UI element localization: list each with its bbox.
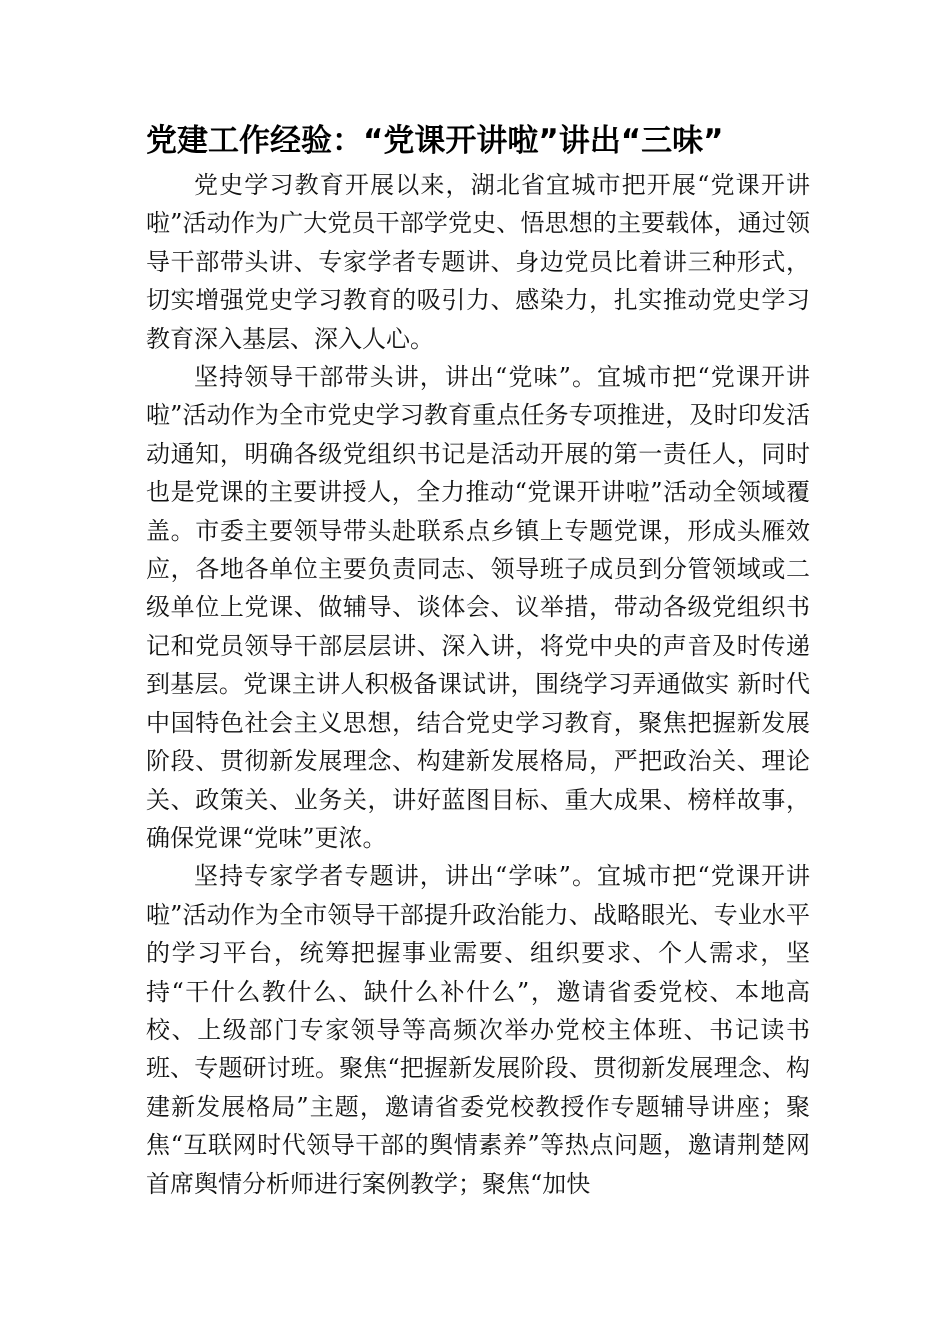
paragraph-experts: 坚持专家学者专题讲，讲出“学味”。宜城市把“党课开讲啦”活动作为全市领导干部提升政治能力、战略眼光、专业水平的学习平台，统筹把握事业需要、组织要求、个人需求，坚持“干什么教什么、缺什么补什么”，邀请省委党校、本地高校、上级部门专家领导等高频次举办党校主体班、书记读书班、专题研讨班。聚焦“把握新发展阶段、贯彻新发展理念、构建新发展格局”主题，邀请省委党校教授作专题辅导讲座；聚焦“互联网时代领导干部的舆情素养”等热点问题，邀请荆楚网首席舆情分析师进行案例教学；聚焦“加快 [146,862,810,1198]
paragraph-intro: 党史学习教育开展以来，湖北省宜城市把开展“党课开讲啦”活动作为广大党员干部学党史、悟思想的主要载体，通过领导干部带头讲、专家学者专题讲、身边党员比着讲三种形式，切实增强党史学习教育的吸引力、感染力，扎实推动党史学习教育深入基层、深入人心。 [146,171,810,353]
document-body [146,166,810,1203]
paragraph-leaders: 坚持领导干部带头讲，讲出“党味”。宜城市把“党课开讲啦”活动作为全市党史学习教育重点任务专项推进，及时印发活动通知，明确各级党组织书记是活动开展的第一责任人，同时也是党课的主要讲授人，全力推动“党课开讲啦”活动全领域覆盖。市委主要领导带头赴联系点乡镇上专题党课，形成头雁效应，各地各单位主要负责同志、领导班子成员到分管领域或二级单位上党课、做辅导、谈体会、议举措，带动各级党组织书记和党员领导干部层层讲、深入讲，将党中央的声音及时传递到基层。党课主讲人积极备课试讲，围绕学习弄通做实 新时代中国特色社会主义思想，结合党史学习教育，聚焦把握新发展阶段、贯彻新发展理念、构建新发展格局，严把政治关、理论关、政策关、业务关，讲好蓝图目标、重大成果、榜样故事，确保党课“党味”更浓。 [146,363,810,852]
document-title: 党建工作经验：“党课开讲啦”讲出“三味” [146,123,724,159]
